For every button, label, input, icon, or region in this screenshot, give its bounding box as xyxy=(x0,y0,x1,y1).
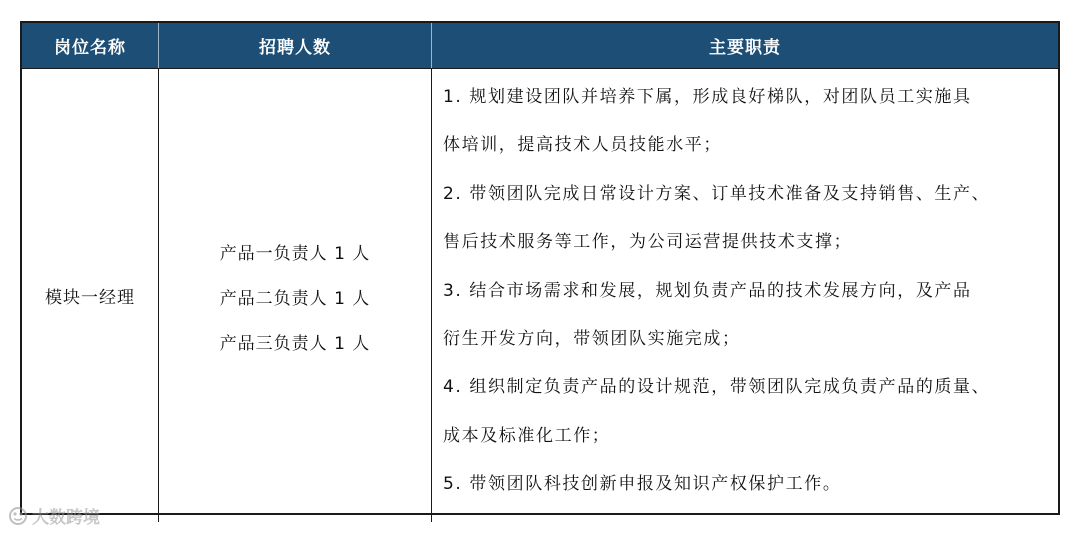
duty-line: 4. 组织制定负责产品的设计规范，带领团队完成负责产品的质量、 xyxy=(443,377,991,398)
job-table xyxy=(20,21,1060,515)
headcount-line: 产品一负责人 1 人 xyxy=(219,243,371,264)
headcount-line: 产品二负责人 1 人 xyxy=(219,288,371,309)
position-name: 模块一经理 xyxy=(45,287,135,308)
header-position: 岗位名称 xyxy=(22,23,159,68)
watermark-text: 大数跨境 xyxy=(32,508,100,528)
duty-line: 体培训，提高技术人员技能水平； xyxy=(443,135,722,156)
duties-cell xyxy=(432,68,1058,522)
duty-line: 5. 带领团队科技创新申报及知识产权保护工作。 xyxy=(443,474,842,495)
brand-logo-icon xyxy=(8,506,28,526)
watermark xyxy=(8,503,100,528)
position-cell xyxy=(22,68,159,522)
headcount-cell xyxy=(159,68,432,522)
duty-line: 售后技术服务等工作，为公司运营提供技术支撑； xyxy=(443,232,853,253)
header-headcount: 招聘人数 xyxy=(159,23,432,68)
duty-line: 成本及标准化工作； xyxy=(443,425,611,446)
duty-line: 3. 结合市场需求和发展，规划负责产品的技术发展方向，及产品 xyxy=(443,280,972,301)
headcount-line: 产品三负责人 1 人 xyxy=(219,333,371,354)
duty-line: 衍生开发方向，带领团队实施完成； xyxy=(443,328,741,349)
duty-line: 2. 带领团队完成日常设计方案、订单技术准备及支持销售、生产、 xyxy=(443,183,991,204)
duty-line: 1. 规划建设团队并培养下属，形成良好梯队，对团队员工实施具 xyxy=(443,87,972,107)
header-duties: 主要职责 xyxy=(432,23,1058,68)
